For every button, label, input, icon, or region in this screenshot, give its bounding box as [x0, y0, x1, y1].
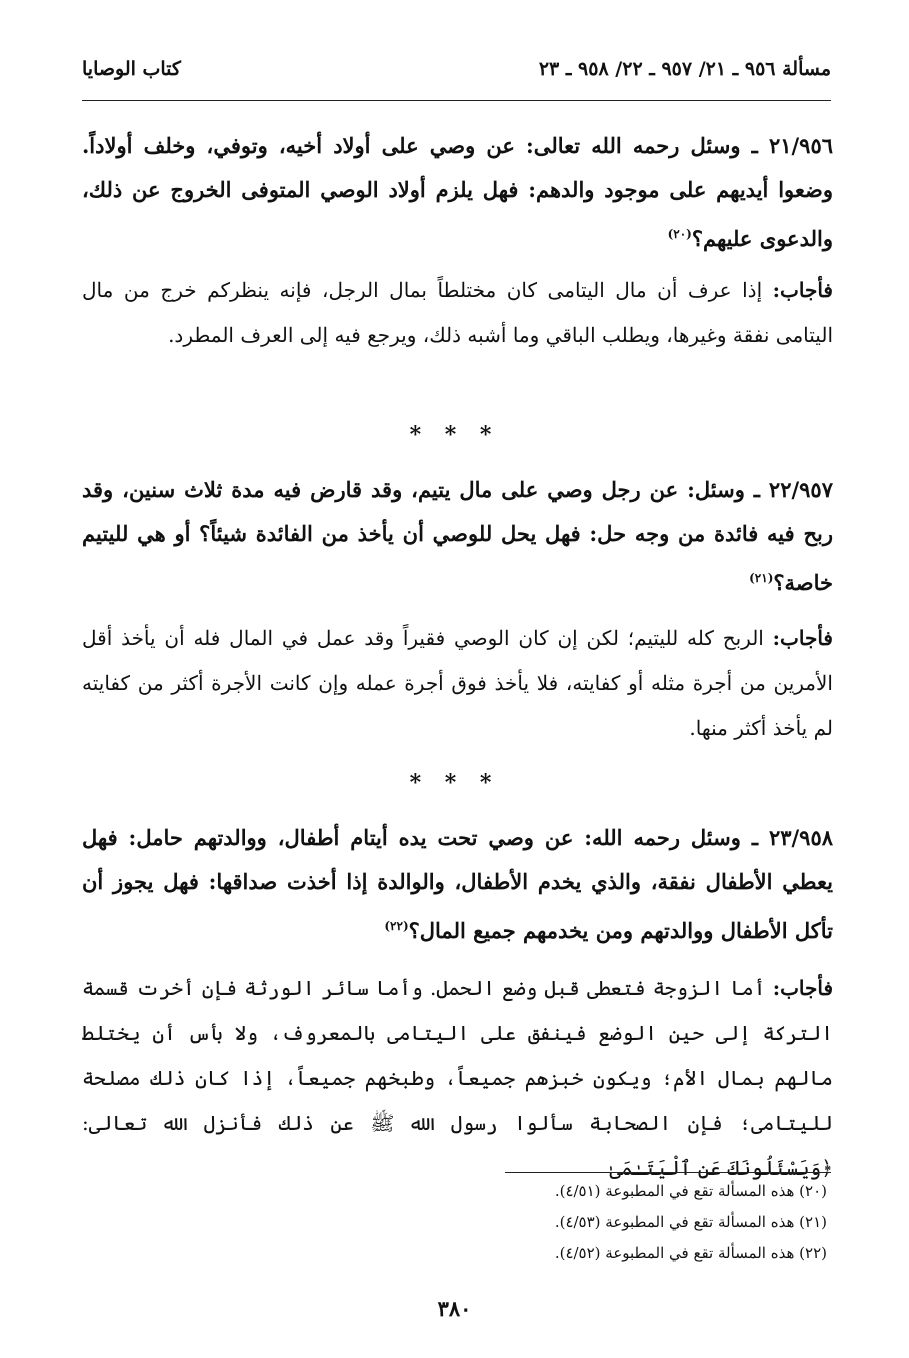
question-text: ـ وسئل رحمه الله: عن وصي تحت يده أيتام أطفال، ووالدتهم حامل: فهل يعطي الأطفال نفقة، والذي يخدم الأطفال، والوالدة إذا أخذت صداقها: فهل يجوز أن تأكل الأطفال ووالدتهم ومن يخدمهم جميع المال؟ [82, 825, 833, 943]
footnote-ref: (٢٠) [667, 227, 692, 241]
question-text: ـ وسئل رحمه الله تعالى: عن وصي على أولاد أخيه، وتوفي، وخلف أولاداً. وضعوا أيديهم على موجود والدهم: فهل يلزم أولاد الوصي المتوفى الخروج عن ذلك، والدعوى عليهم؟ [82, 133, 833, 251]
footnote-ref: (٢٢) [384, 919, 409, 933]
answer-957 [82, 616, 833, 751]
question-956 [82, 124, 833, 261]
answer-958 [82, 966, 833, 1191]
answer-lead: فأجاب: [772, 626, 833, 650]
page-number: ٣٨٠ [437, 1296, 472, 1321]
answer-text: إذا عرف أن مال اليتامى كان مختلطاً بمال الرجل، فإنه ينظركم خرج من مال اليتامى نفقة وغيرها، ويطلب الباقي وما أشبه ذلك، ويرجع فيه إلى العرف المطرد. [82, 278, 833, 347]
answer-lead: فأجاب: [772, 278, 833, 302]
answer-text: الربح كله لليتيم؛ لكن إن كان الوصي فقيراً وقد عمل في المال فله أن يأخذ أقل الأمرين من أجرة مثله أو كفايته، فلا يأخذ فوق أجرة عمله وإن كانت الأجرة أكثر من كفايته لم يأخذ أكثر منها. [82, 626, 833, 740]
section-separator: * * * [409, 770, 500, 796]
header-divider [82, 100, 831, 101]
issue-number: ٢٢/٩٥٧ [768, 477, 833, 502]
book-title: كتاب الوصايا [82, 58, 181, 80]
issue-number: ٢٣/٩٥٨ [768, 825, 834, 850]
running-header [82, 58, 831, 92]
question-text: ـ وسئل: عن رجل وصي على مال يتيم، وقد قارض فيه مدة ثلاث سنين، وقد ربح فيه فائدة من وجه حل: فهل يحل للوصي أن يأخذ من الفائدة شيئاً؟ أو هي لليتيم خاصة؟ [82, 477, 833, 595]
section-separator: * * * [409, 422, 500, 448]
footnotes [480, 1176, 827, 1269]
answer-text: أما الزوجة فتعطى قبل وضع الحمل. وأما سائر الورثة فإن أخرت قسمة التركة إلى حين الوضع فينفق على اليتامى بالمعروف، ولا بأس أن يختلط مالهم بمال الأم؛ ويكون خبزهم جميعاً، وطبخهم جميعاً، إذا كان ذلك مصلحة لليتامى؛ فإن الصحابة سألوا رسول الله ﷺ عن ذلك فأنزل الله تعالى: ﴿وَيَسْئَلُونَكَ عَنِ ٱلْيَتَـٰمَىٰ [82, 976, 833, 1180]
footnote-22: (٢٢) هذه المسألة تقع في المطبوعة (٤/٥٢). [554, 1244, 827, 1262]
issue-range: مسألة ٩٥٦ ـ ٢١/ ٩٥٧ ـ ٢٢/ ٩٥٨ ـ ٢٣ [538, 58, 831, 80]
footnote-21: (٢١) هذه المسألة تقع في المطبوعة (٤/٥٣). [554, 1213, 827, 1231]
answer-lead: فأجاب: [772, 976, 834, 1000]
answer-956 [82, 268, 833, 358]
question-958 [82, 816, 833, 953]
footnote-20: (٢٠) هذه المسألة تقع في المطبوعة (٤/٥١). [554, 1182, 827, 1200]
question-957 [82, 468, 833, 605]
issue-number: ٢١/٩٥٦ [768, 133, 834, 158]
footnote-divider [505, 1172, 831, 1173]
footnote-ref: (٢١) [749, 571, 774, 585]
